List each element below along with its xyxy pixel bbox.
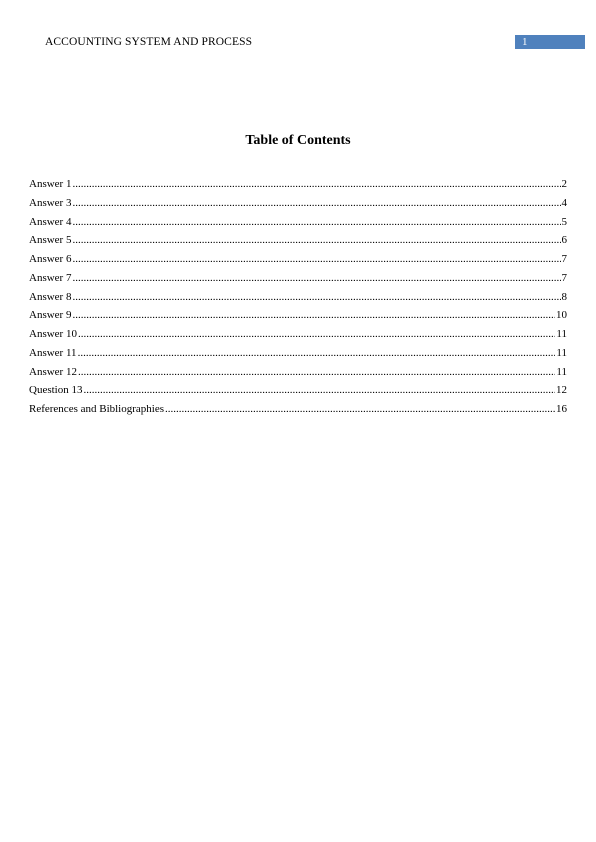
- toc-entry-answer-10[interactable]: [29, 325, 567, 344]
- running-header-title: ACCOUNTING SYSTEM AND PROCESS: [45, 36, 253, 48]
- toc-entry-label: Answer 6: [29, 253, 72, 265]
- toc-entry-label: Answer 11: [29, 346, 77, 359]
- toc-dot-leader: [72, 288, 560, 307]
- toc-dot-leader: [72, 194, 560, 213]
- toc-entry-references[interactable]: [29, 400, 567, 419]
- toc-entry-label: Answer 7: [29, 271, 72, 284]
- toc-entry-page: 2: [561, 178, 567, 190]
- toc-entry-page: 16: [556, 403, 567, 415]
- toc-entry-answer-12[interactable]: [29, 363, 567, 382]
- toc-entry-label: Answer 8: [29, 290, 72, 303]
- toc-entry-label: Answer 9: [29, 309, 72, 322]
- toc-entry-page: 7: [561, 271, 567, 284]
- toc-dot-leader: [72, 231, 560, 250]
- toc-dot-leader: [78, 325, 555, 344]
- toc-entry-page: 11: [556, 346, 567, 359]
- toc-dot-leader: [78, 344, 556, 363]
- toc-dot-leader: [72, 250, 560, 269]
- toc-entry-answer-1[interactable]: [29, 175, 567, 194]
- toc-entry-page: 6: [561, 234, 567, 247]
- toc-entry-question-13[interactable]: [29, 381, 567, 400]
- toc-entry-page: 4: [561, 196, 567, 209]
- toc-entry-answer-11[interactable]: [29, 344, 567, 363]
- toc-entry-answer-7[interactable]: [29, 269, 567, 288]
- toc-entry-answer-6[interactable]: [29, 250, 567, 269]
- toc-entry-answer-9[interactable]: [29, 306, 567, 325]
- toc-entry-answer-3[interactable]: [29, 194, 567, 213]
- toc-entry-label: References and Bibliographies: [29, 403, 165, 415]
- toc-entry-answer-5[interactable]: [29, 231, 567, 250]
- toc-entry-page: 11: [556, 365, 567, 378]
- toc-entry-answer-8[interactable]: [29, 288, 567, 307]
- toc-dot-leader: [72, 175, 560, 194]
- toc-entry-page: 12: [556, 384, 567, 397]
- toc-entry-page: 11: [556, 328, 567, 340]
- toc-dot-leader: [165, 400, 555, 419]
- toc-dot-leader: [72, 213, 560, 232]
- toc-entry-label: Answer 1: [29, 178, 72, 190]
- toc-entry-page: 7: [561, 253, 567, 265]
- table-of-contents: [29, 175, 567, 419]
- toc-entry-label: Answer 3: [29, 196, 72, 209]
- toc-dot-leader: [72, 306, 555, 325]
- toc-dot-leader: [78, 363, 555, 382]
- toc-entry-page: 5: [561, 215, 567, 228]
- toc-dot-leader: [72, 269, 560, 288]
- toc-entry-page: 10: [556, 309, 567, 322]
- toc-entry-label: Question 13: [29, 384, 83, 397]
- toc-heading: Table of Contents: [245, 133, 351, 148]
- toc-entry-label: Answer 5: [29, 234, 72, 247]
- toc-dot-leader: [83, 381, 555, 400]
- page-number-badge: 1: [515, 35, 585, 49]
- toc-entry-label: Answer 10: [29, 328, 77, 340]
- toc-entry-answer-4[interactable]: [29, 213, 567, 232]
- toc-entry-label: Answer 4: [29, 215, 72, 228]
- toc-entry-page: 8: [561, 290, 567, 303]
- toc-entry-label: Answer 12: [29, 365, 77, 378]
